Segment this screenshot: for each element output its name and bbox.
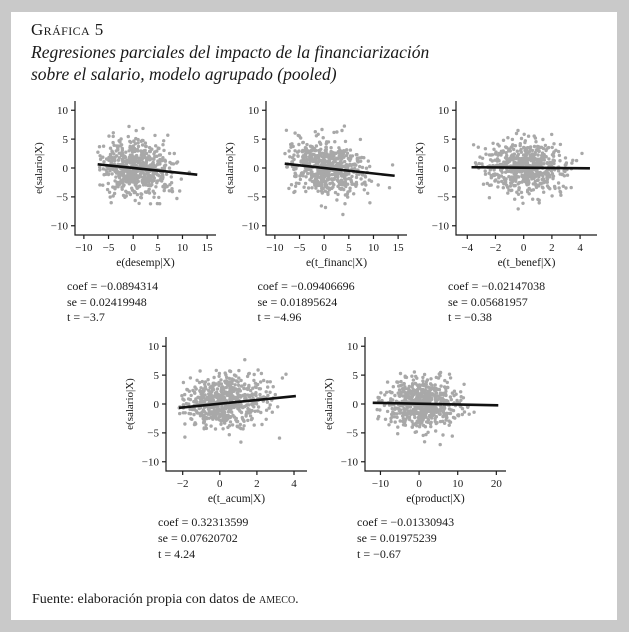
scatter-panel-3 <box>412 94 601 326</box>
stat-line: coef = −0.01330943 <box>357 515 455 530</box>
x-axis-label: e(t_acum|X) <box>207 493 266 506</box>
source-note-smallcaps: ameco <box>259 592 296 607</box>
y-tick-label: 0 <box>443 162 449 175</box>
x-axis-label: e(product|X) <box>406 493 465 506</box>
scatter-points <box>178 358 288 444</box>
y-tick-label: −5 <box>56 191 68 204</box>
y-tick-label: −5 <box>437 191 449 204</box>
stats-block-4 <box>158 515 311 562</box>
stat-line: se = 0.05681957 <box>448 294 528 309</box>
stat-line: se = 0.01975239 <box>357 531 437 546</box>
x-tick-label: 0 <box>520 241 527 254</box>
scatter-plot-3 <box>412 94 601 270</box>
scatter-points <box>472 129 584 211</box>
x-tick-label: −5 <box>293 241 305 254</box>
y-tick-label: 10 <box>247 104 259 117</box>
y-tick-label: 0 <box>62 162 68 175</box>
stat-line: t = −3.7 <box>67 310 105 325</box>
x-tick-label: 15 <box>392 241 404 254</box>
x-tick-label: 4 <box>291 478 297 491</box>
x-tick-label: −2 <box>176 478 189 491</box>
x-tick-label: −5 <box>102 241 115 254</box>
y-tick-label: −5 <box>147 427 159 440</box>
x-tick-label: 0 <box>320 241 327 254</box>
source-note-prefix: Fuente: elaboración propia con datos de <box>32 592 260 607</box>
y-tick-label: 0 <box>253 162 259 175</box>
plot-row-bottom <box>31 330 601 562</box>
stat-line: t = −4.96 <box>257 310 302 325</box>
scatter-panel-4 <box>122 330 311 562</box>
stat-line: t = −0.67 <box>357 546 401 561</box>
stats-block-3 <box>448 279 601 326</box>
scatter-plot-4 <box>122 330 311 506</box>
x-axis-label: e(t_financ|X) <box>305 256 367 269</box>
y-axis-label: e(salario|X) <box>223 141 236 194</box>
stat-line: coef = −0.09406696 <box>257 278 355 293</box>
figure-page <box>11 12 617 620</box>
stat-line: se = 0.02419948 <box>67 294 147 309</box>
y-tick-label: 5 <box>352 370 358 383</box>
stat-line: coef = 0.32313599 <box>158 515 249 530</box>
scatter-plot-2 <box>222 94 411 270</box>
x-tick-label: 20 <box>490 478 502 491</box>
x-tick-label: −4 <box>461 241 474 254</box>
stats-block-5 <box>357 515 510 562</box>
y-tick-label: −10 <box>50 220 68 233</box>
x-tick-label: 0 <box>130 241 136 254</box>
y-tick-label: 10 <box>347 341 358 354</box>
stats-block-2 <box>258 279 411 326</box>
plot-row-top <box>31 94 601 326</box>
source-note-suffix: . <box>295 592 299 607</box>
x-axis-label: e(desemp|X) <box>116 256 175 269</box>
x-tick-label: 15 <box>201 241 213 254</box>
y-tick-label: −10 <box>241 220 259 233</box>
scatter-points <box>376 371 476 447</box>
stat-line: se = 0.07620702 <box>158 531 238 546</box>
y-tick-label: −10 <box>340 456 358 469</box>
y-tick-label: 0 <box>153 399 159 412</box>
stat-line: coef = −0.0894314 <box>67 278 159 293</box>
x-tick-label: −10 <box>75 241 93 254</box>
scatter-panel-5 <box>321 330 510 562</box>
y-axis-label: e(salario|X) <box>414 141 426 194</box>
y-tick-label: 5 <box>443 133 449 146</box>
x-tick-label: −2 <box>489 241 502 254</box>
y-tick-label: 10 <box>57 104 68 117</box>
subtitle-line-2: sobre el salario, modelo agrupado (pooled) <box>31 64 337 85</box>
y-tick-label: 0 <box>352 399 358 412</box>
x-tick-label: 5 <box>345 241 352 254</box>
figure-subtitle <box>31 41 601 86</box>
x-tick-label: 2 <box>254 478 260 491</box>
scatter-plot-1 <box>31 94 220 270</box>
y-axis-label: e(salario|X) <box>33 141 45 194</box>
x-axis-label: e(t_benef|X) <box>497 256 556 269</box>
x-tick-label: −10 <box>371 478 390 491</box>
y-tick-label: 10 <box>148 341 159 354</box>
regression-line <box>472 167 590 168</box>
stat-line: coef = −0.02147038 <box>448 278 546 293</box>
x-tick-label: 0 <box>217 478 223 491</box>
y-tick-label: 5 <box>153 370 159 383</box>
x-tick-label: 4 <box>577 241 583 254</box>
x-tick-label: 10 <box>176 241 188 254</box>
scatter-panel-2 <box>222 94 411 326</box>
stat-line: se = 0.01895624 <box>257 294 338 309</box>
y-tick-label: 5 <box>253 133 259 146</box>
x-tick-label: 5 <box>155 241 161 254</box>
y-tick-label: −5 <box>246 191 259 204</box>
scatter-plot-5 <box>321 330 510 506</box>
x-tick-label: −10 <box>265 241 283 254</box>
subtitle-line-1: Regresiones parciales del impacto de la financiarización <box>31 42 430 62</box>
y-tick-label: −10 <box>431 220 449 233</box>
x-tick-label: 2 <box>549 241 555 254</box>
y-tick-label: 5 <box>62 133 68 146</box>
y-tick-label: −5 <box>346 427 358 440</box>
y-tick-label: −10 <box>141 456 159 469</box>
y-axis-label: e(salario|X) <box>323 378 335 431</box>
figure-label: Gráfica 5 <box>31 20 104 39</box>
x-tick-label: 10 <box>367 241 379 254</box>
x-tick-label: 10 <box>452 478 464 491</box>
y-axis-label: e(salario|X) <box>124 378 136 431</box>
scatter-panel-1 <box>31 94 220 326</box>
source-note <box>31 592 601 608</box>
x-tick-label: 0 <box>416 478 422 491</box>
y-tick-label: 10 <box>438 104 449 117</box>
stats-block-1 <box>67 279 220 326</box>
stat-line: t = −0.38 <box>448 310 492 325</box>
stat-line: t = 4.24 <box>158 546 196 561</box>
